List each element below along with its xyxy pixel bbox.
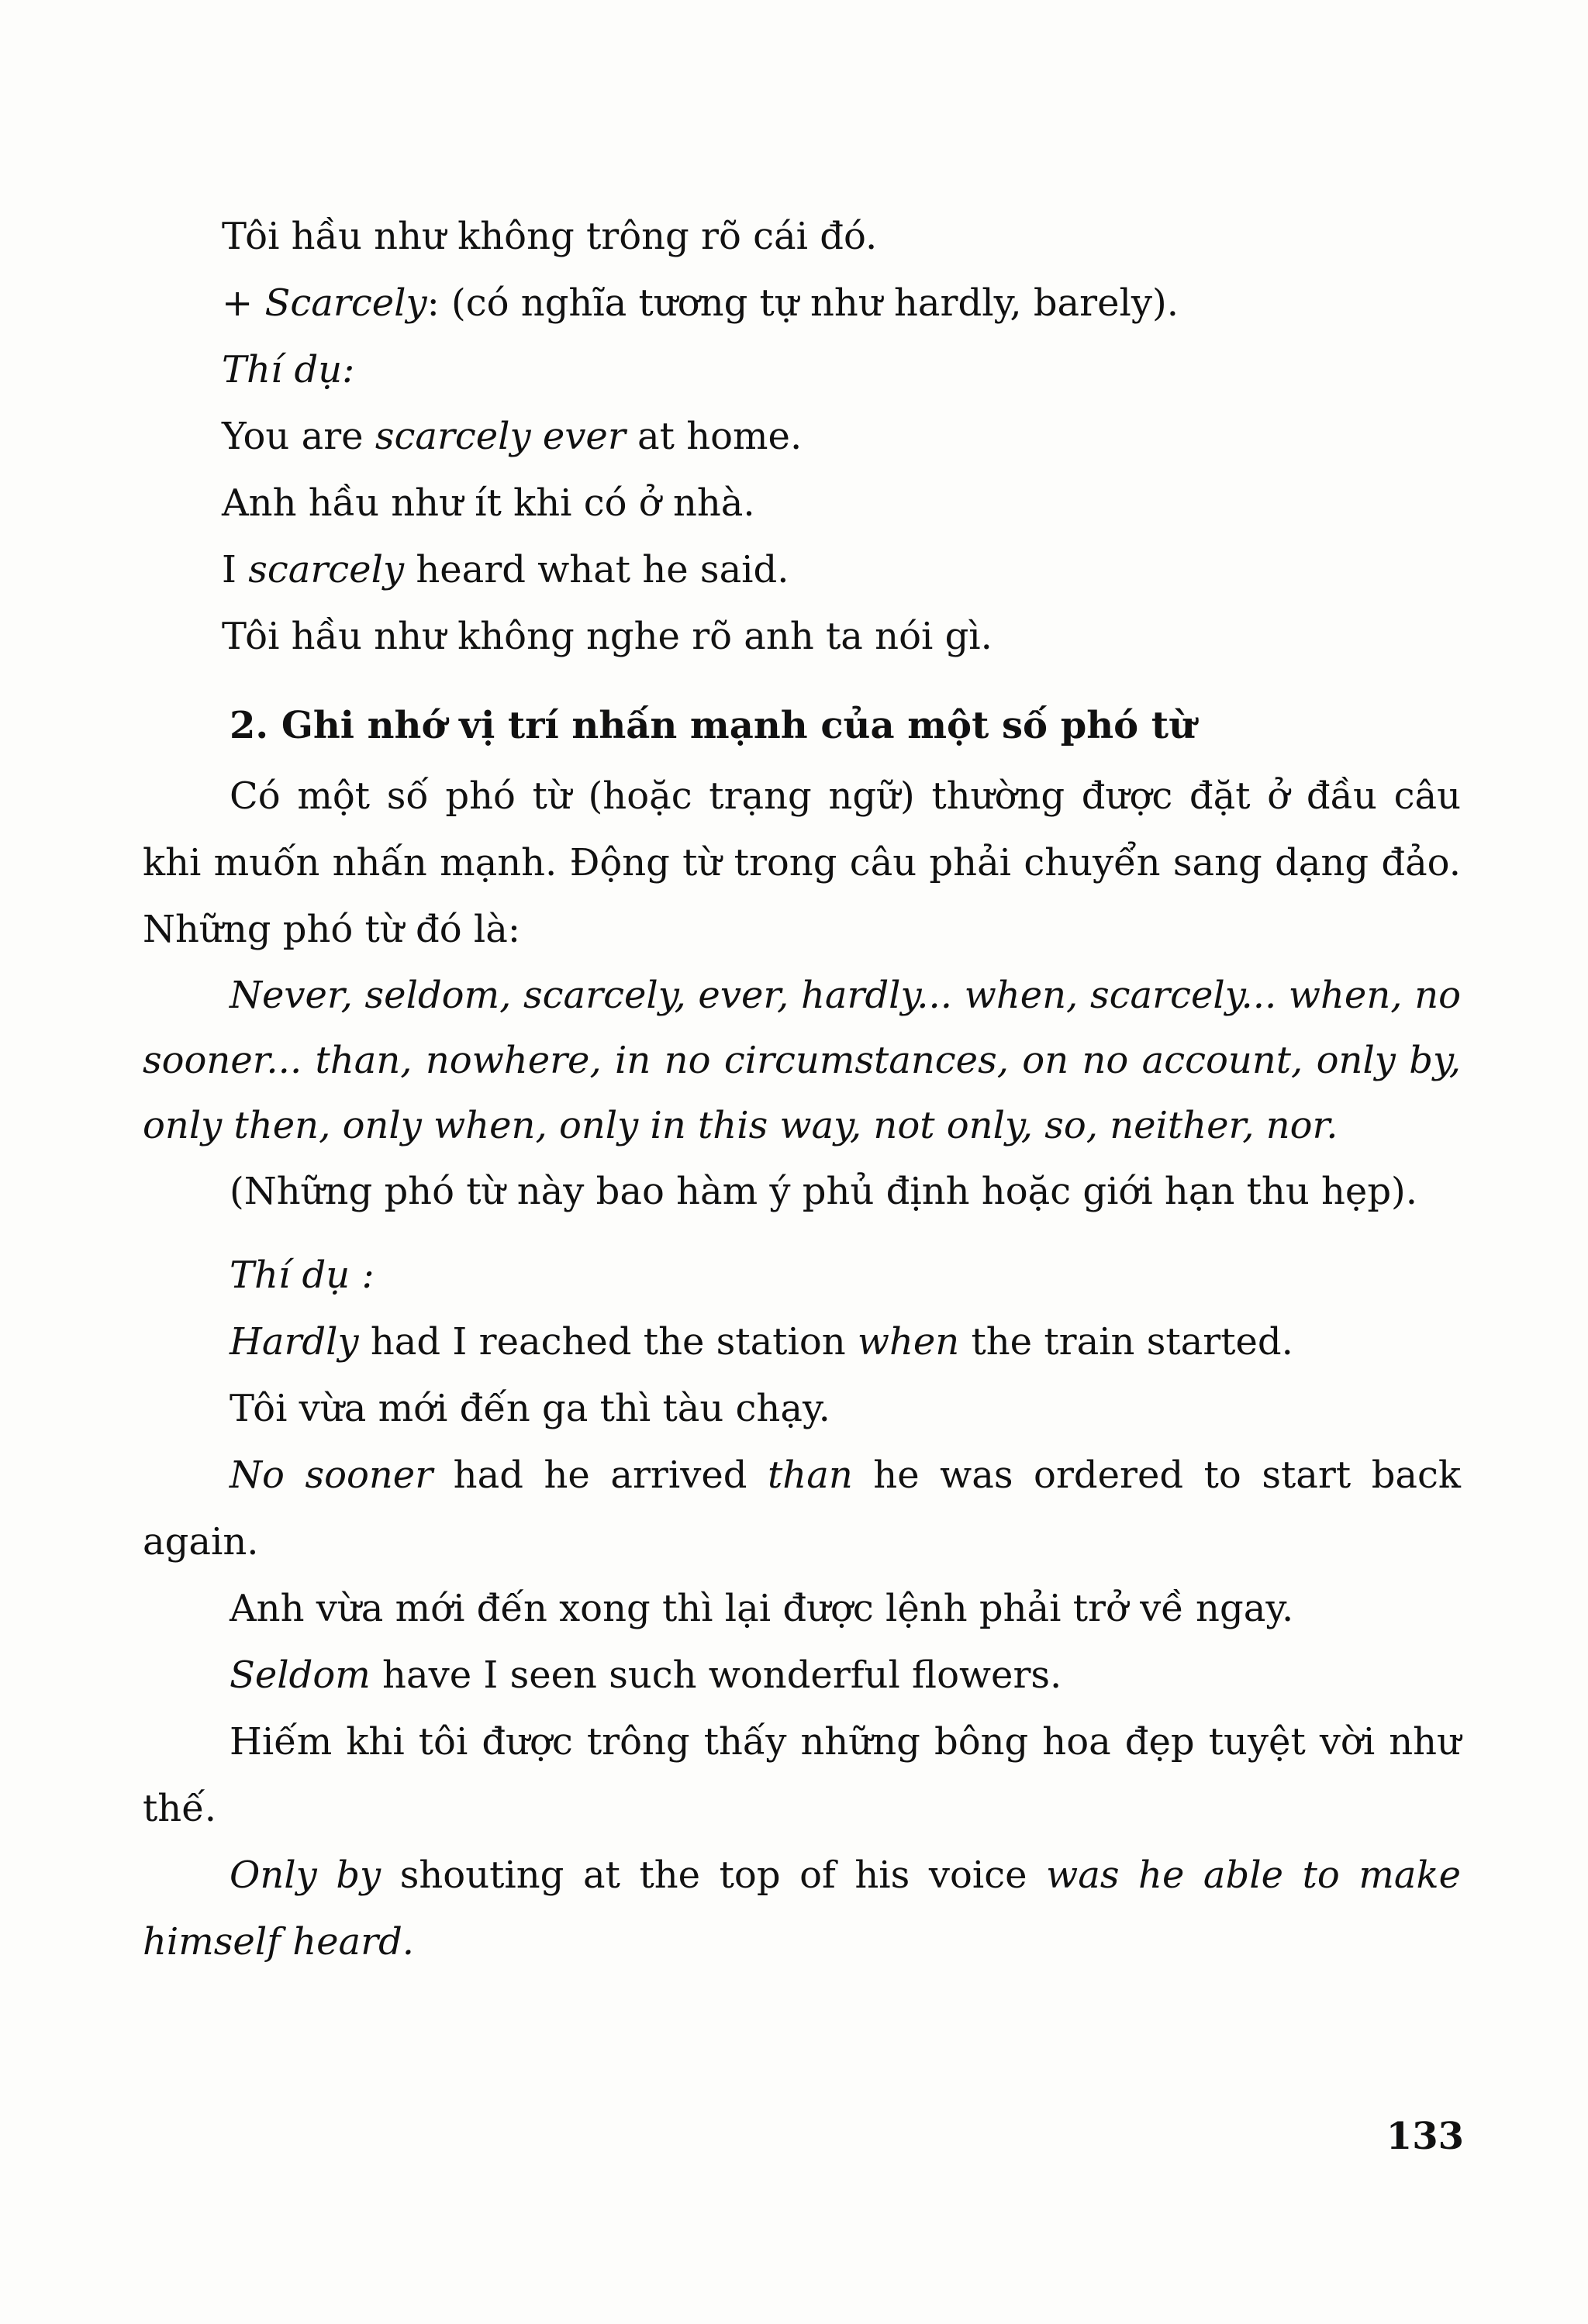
line-en-1 [143, 403, 1461, 470]
section-heading: 2. Ghi nhớ vị trí nhấn mạnh của một số phó từ [230, 704, 1196, 747]
example-3-en [143, 1642, 1461, 1709]
text-span: had I reached the station [358, 1320, 858, 1364]
line-vi-1: Tôi hầu như không trông rõ cái đó. [222, 215, 878, 258]
text-span: had he arrived [433, 1453, 768, 1497]
example-1-en [143, 1309, 1461, 1375]
line-vi-3: Tôi hầu như không nghe rõ anh ta nói gì. [222, 615, 992, 658]
example-2-vi: Anh vừa mới đến xong thì lại được lệnh phải trở về ngay. [230, 1587, 1294, 1630]
italic-span: scarcely ever [375, 415, 626, 458]
italic-span: Seldom [230, 1653, 371, 1697]
example-label-text: Thí dụ : [230, 1253, 375, 1297]
example-label-text: Thí dụ: [222, 348, 355, 391]
italic-span: scarcely [248, 548, 405, 591]
page-body [143, 203, 1461, 1975]
example-3-vi: Hiếm khi tôi được trông thấy những bông hoa đẹp tuyệt vời như thế. [143, 1720, 1461, 1830]
adverb-list: Never, seldom, scarcely, ever, hardly... when, scarcely... when, no sooner... than, nowhere, in no circumstances, on no account, only by, only then, only when, only in this way, not only, so, neither, nor. [143, 974, 1461, 1147]
italic-span: No sooner [230, 1453, 433, 1497]
italic-span: when [857, 1320, 960, 1364]
page-number: 133 [1386, 2115, 1464, 2158]
section-note: (Những phó từ này bao hàm ý phủ định hoặc giới hạn thu hẹp). [230, 1170, 1418, 1213]
italic-span: Hardly [230, 1320, 359, 1364]
italic-span: was he able to make himself heard. [143, 1853, 1461, 1964]
text-span: have I seen such wonderful flowers. [370, 1653, 1062, 1697]
example-label-1 [143, 336, 1461, 403]
text-span: You are [222, 415, 375, 458]
example-4-en [143, 1842, 1461, 1975]
text-span: heard what he said. [404, 548, 789, 591]
definition-text: : (có nghĩa tương tự như hardly, barely). [426, 281, 1179, 325]
text-span: he was ordered to start back again. [143, 1453, 1462, 1564]
plus-marker: + [222, 281, 265, 325]
line-vi-2: Anh hầu như ít khi có ở nhà. [222, 481, 755, 525]
example-label-2 [143, 1242, 1461, 1309]
text-span: I [222, 548, 249, 591]
line-scarcely-definition [143, 270, 1461, 336]
italic-span: Only by [230, 1853, 381, 1897]
example-2-en [143, 1442, 1461, 1575]
example-1-vi: Tôi vừa mới đến ga thì tàu chạy. [230, 1387, 830, 1430]
section-intro: Có một số phó từ (hoặc trạng ngữ) thường được đặt ở đầu câu khi muốn nhấn mạnh. Động từ trong câu phải chuyển sang dạng đảo. Những phó từ đó là: [143, 774, 1461, 951]
text-span: the train started. [959, 1320, 1293, 1364]
line-en-2 [143, 536, 1461, 603]
text-span: shouting at the top of his voice [381, 1853, 1047, 1897]
term-scarcely: Scarcely [264, 281, 427, 325]
italic-span: than [768, 1453, 853, 1497]
text-span: at home. [625, 415, 803, 458]
